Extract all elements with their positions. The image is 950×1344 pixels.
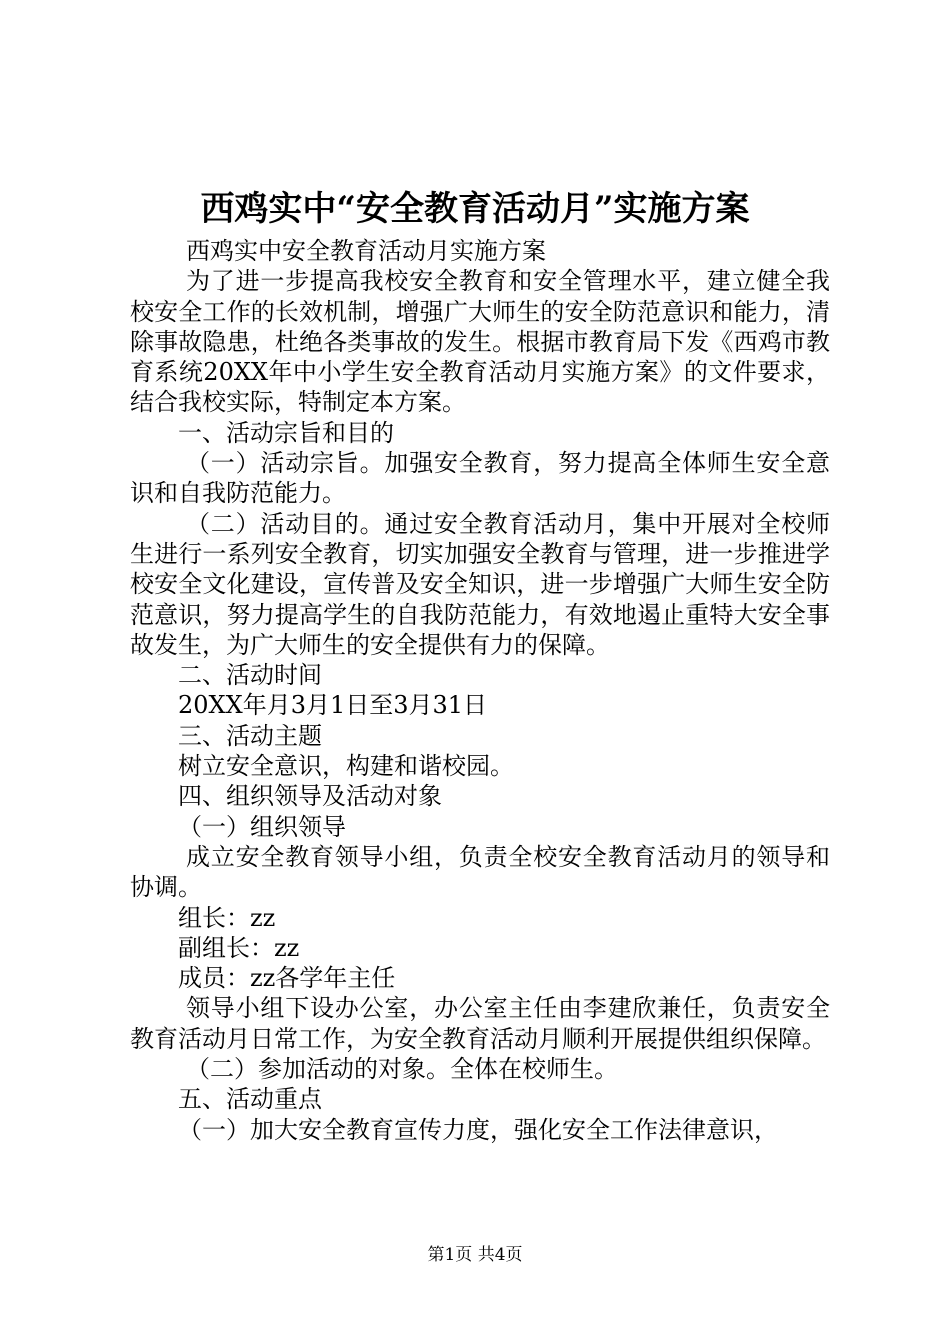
section-heading-5: 五、活动重点 xyxy=(178,1085,322,1114)
paragraph-office: 领导小组下设办公室，办公室主任由李建欣兼任，负责安全教育活动月日常工作，为安全教育活动月顺利开展提供组织保障。 xyxy=(130,994,830,1053)
paragraph-leadership-group: 成立安全教育领导小组，负责全校安全教育活动月的领导和协调。 xyxy=(130,842,830,902)
paragraph-leader: 组长：zz xyxy=(178,903,276,932)
paragraph-subtitle: 西鸡实中安全教育活动月实施方案 xyxy=(186,237,546,265)
subsection-heading-org: （一）组织领导 xyxy=(178,812,346,841)
paragraph-goal: （二）活动目的。通过安全教育活动月，集中开展对全校师生进行一系列安全教育，切实加强安全教育与管理，进一步推进学校安全文化建设，宣传普及安全知识，进一步增强广大师生安全防范意识，努力提高学生的自我防范能力，有效地遏止重特大安全事故发生，为广大师生的安全提供有力的保障。 xyxy=(130,509,830,659)
paragraph-deputy-leader: 副组长：zz xyxy=(178,933,300,962)
paragraph-intro: 为了进一步提高我校安全教育和安全管理水平，建立健全我校安全工作的长效机制，增强广大师生的安全防范意识和能力，清除事故隐患，杜绝各类事故的发生。根据市教育局下发《西鸡市教育系统20XX年中小学生安全教育活动月实施方案》的文件要求，结合我校实际，特制定本方案。 xyxy=(130,267,830,417)
paragraph-members: 成员：zz各学年主任 xyxy=(178,964,396,993)
document-body xyxy=(130,236,830,1145)
paragraph-purpose: （一）活动宗旨。加强安全教育，努力提高全体师生安全意识和自我防范能力。 xyxy=(130,449,830,508)
page-footer: 第1页 共4页 xyxy=(427,1245,523,1265)
section-heading-1: 一、活动宗旨和目的 xyxy=(178,418,394,447)
section-heading-4: 四、组织领导及活动对象 xyxy=(178,782,442,811)
section-heading-3: 三、活动主题 xyxy=(178,721,322,750)
paragraph-time: 20XX年月3月1日至3月31日 xyxy=(178,691,488,720)
paragraph-focus-1: （一）加大安全教育宣传力度，强化安全工作法律意识， xyxy=(178,1115,778,1144)
section-heading-2: 二、活动时间 xyxy=(178,661,322,690)
paragraph-theme: 树立安全意识，构建和谐校园。 xyxy=(178,752,514,781)
paragraph-participants: （二）参加活动的对象。全体在校师生。 xyxy=(186,1055,618,1084)
document-title: 西鸡实中“安全教育活动月”实施方案 xyxy=(200,189,750,229)
